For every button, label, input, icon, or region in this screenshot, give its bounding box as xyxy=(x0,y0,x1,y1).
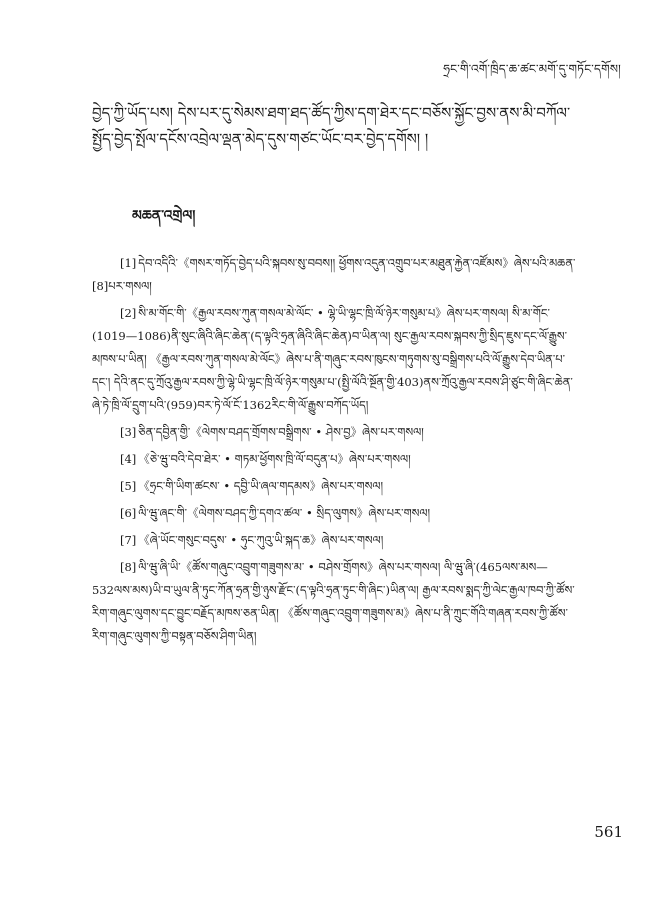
notes-section-title: མཆན་འགྲེལ། xyxy=(132,208,196,224)
note-text: 《ཧྲང་གི་ཡིག་ཚངས་ • དབྱི་ཡི་ཞལ་གདམས》ཞེས་པར་གསལ། xyxy=(138,479,383,493)
note-item xyxy=(92,556,576,648)
notes-list xyxy=(92,252,576,652)
note-marker: [7] xyxy=(120,533,137,547)
note-marker: [2] xyxy=(120,306,137,320)
note-item xyxy=(92,448,576,471)
note-item xyxy=(92,502,576,525)
note-text: ཅིན་དབྱིན་གྱི་《ལེགས་བཤད་གྲོགས་བསྒྲིགས་ • ཤེས་བྱ》ཞེས་པར་གསལ། xyxy=(138,425,424,439)
note-item xyxy=(92,252,576,298)
note-text: ལི་ཝུ་ཞང་གི་《ལེགས་བཤད་ཀྱི་དགའ་ཚལ་ • སྲིད་ལུགས》ཞེས་པར་གསལ། xyxy=(138,506,431,520)
note-marker: [6] xyxy=(120,506,137,520)
note-text: 《ཅེ་ཝུ་བའི་དེབ་ཐེར་ • གཏམ་ཕྱོགས་ཁྲི་ལོ་བདུན་པ》ཞེས་པར་གསལ། xyxy=(138,452,411,466)
note-marker: [1] xyxy=(120,256,137,270)
note-marker: [5] xyxy=(120,479,137,493)
note-text: 《ཞེ་ཡོང་གསུང་བདུས་ • ཧུང་ཀུའུ་ཡི་སྐད་ཆ》ཞེས་པར་གསལ། xyxy=(138,533,384,547)
running-header: ཧྲང་གི་འགོ་ཁྲིད་ཆ་ཚང་མགོ་དུ་གཏོང་དགོས། xyxy=(443,62,621,76)
note-text: དེབ་འདིའི་《གསར་གཏོད་བྱེད་པའི་སྐབས་སུ་བབས།། ཕྱོགས་འདུན་འགྲུབ་པར་མཐུན་རྐྱེན་འཛོམས》ཞེས་པའི་མཆན་[8]པར་གསལ། xyxy=(92,256,576,293)
note-marker: [3] xyxy=(120,425,137,439)
intro-paragraph: བྱེད་ཀྱི་ཡོད་པས། དེས་པར་དུ་སེམས་ཐག་ཐད་ཚོད་ཀྱིས་དག་ཐེར་དང་བཅོས་སྐྱོང་བྱས་ནས་མི་བཀོལ་སྤྱོད་བྱེད་སྤོལ་དངོས་འབྲེལ་ལྡན་མེད་དུས་གཙང་ཡོང་བར་བྱེད་དགོས། ། xyxy=(92,104,571,148)
note-item xyxy=(92,302,576,417)
note-item xyxy=(92,529,576,552)
note-text: སི་མ་གོང་གི་《རྒྱལ་རབས་ཀུན་གསལ་མེ་ལོང་ • ལྷེ་ཡི་ལྷང་ཁྲི་ལོ་ཉེར་གསུམ་པ》ཞེས་པར་གསལ། སི་མ་གོང་(1019—1086)ནི་སུང་ཞིའི་ཞིང་ཆེན་(ད་ལྟའི་ཧྲན་ཞིའི་ཞིང་ཆེན)བ་ཡིན་ལ། སུང་རྒྱལ་རབས་སྐབས་ཀྱི་སྲིད་ཇུས་དང་ལོ་རྒྱུས་མཁས་པ་ཡིན། 《རྒྱལ་རབས་ཀུན་གསལ་མེ་ལོང》ཞེས་པ་ནི་གཞུང་རབས་ཁུངས་གཏུགས་སུ་བསྒྲིགས་པའི་ལོ་རྒྱུས་དེབ་ཡིན་པ་དང་། དེའི་ནང་དུ་ཀྲོའུ་རྒྱལ་རབས་ཀྱི་ལྷེ་ཡི་ལྷང་ཁྲི་ལོ་ཉེར་གསུམ་པ་(སྤྱི་ལོའི་སྔོན་གྱི་403)ནས་ཀྲོའུ་རྒྱལ་རབས་ཤི་ཙུང་གི་ཞིང་ཆེན་ཞེ་ཏེ་ཁྲི་ལོ་དྲུག་པའི་(959)བར་ཏེ་ལོ་ངོ་1362རིང་གི་ལོ་རྒྱུས་བཀོད་ཡོད། xyxy=(92,306,573,412)
note-marker: [4] xyxy=(120,452,137,466)
note-item xyxy=(92,421,576,444)
note-text: ལི་ཝུ་ཞི་ཡི་《ཚོས་གཞུང་འབྲུག་གཟུགས་མ་ • བཤེས་གྲོགས》ཞེས་པར་གསལ། ལི་ཝུ་ཞི་(465ལས་མས—532ལས་མས)ཡི་བ་ཡུལ་ནི་ཏུང་ཀོན་ཧྲན་གྱི་ཉུས་རྫོང་(ད་ལྟའི་ཧྲན་ཏུང་གི་ཞིང་)ཡིན་ལ། རྒྱལ་རབས་སྨད་ཀྱི་ལེང་རྒྱལ་ཁབ་ཀྱི་ཚོས་རིག་གཞུང་ལུགས་དང་བྱུང་བརྗོད་མཁས་ཅན་ཡིན། 《ཚོས་གཞུང་འབྲུག་གཟུགས་མ》ཞེས་པ་ནི་ཀྲུང་གོའི་གཞན་རབས་ཀྱི་ཚོས་རིག་གཞུང་ལུགས་ཀྱི་བསྟན་བཅོས་ཤིག་ཡིན། xyxy=(92,560,575,643)
page-number: 561 xyxy=(594,823,623,841)
note-marker: [8] xyxy=(120,560,137,574)
note-item xyxy=(92,475,576,498)
